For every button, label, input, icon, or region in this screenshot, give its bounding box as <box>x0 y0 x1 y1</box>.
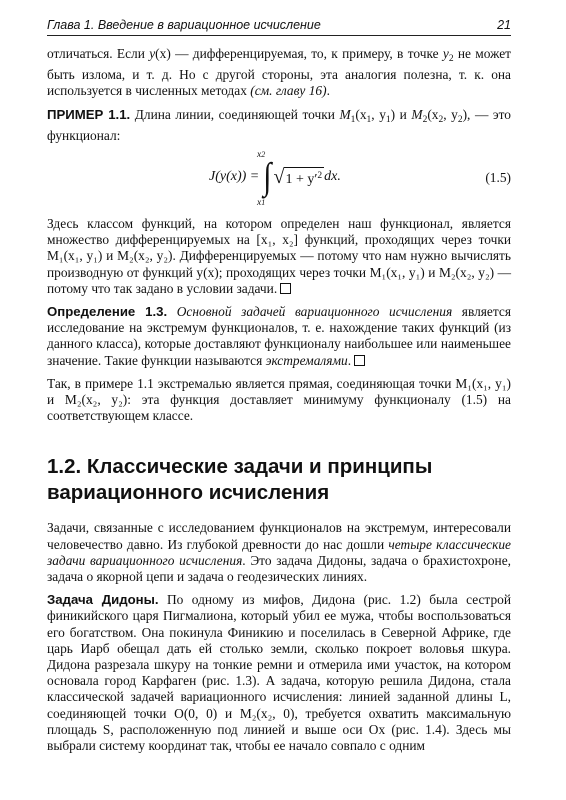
square-root: √ $1 + y'^2$ <box>273 166 323 189</box>
paragraph-4: Задачи, связанные с исследованием функционалов на экстремум, интересовали человечество давно. Из глубокой древности до нас дошли четыре классические задачи вариационного исчисления. Это задача Дидоны, задача о брахистохроне, задача о якорной цепи и задача о геодезических линиях. <box>47 520 511 585</box>
chapter-title: Глава 1. Введение в вариационное исчисление <box>47 18 321 32</box>
integral-upper-limit: x2 <box>257 150 266 161</box>
definition-1-3: Определение 1.3. Основной задачей вариационного исчисления является исследование на экстремум функционалов, т. е. нахождение таких функций (из данного класса), которые доставляют функционалу наибольшее или наименьшее значение. Такие функции называются экстремалями. <box>47 304 511 368</box>
book-page <box>47 18 511 754</box>
integral-sign: ∫ <box>263 155 272 198</box>
running-header <box>47 18 511 36</box>
example-1-1: ПРИМЕР 1.1. Длина линии, соединяющей точки $M_1(x_1$, $y_1$) и $M_2(x_2$, $y_2$), — это функционал: <box>47 106 512 143</box>
paragraph-2: Здесь классом функций, на котором определен наш функционал, является множество дифференцируемых на [x₁, x₂] функций, проходящих через точки M₁(x₁, y₁) и M₂(x₂, y₂). Дифференцируемых — потому что нам нужно вычислять производную от функций y(x); проходящих через точки M₁(x₁, y₁) и M₂(x₂, y₂) — потому что так задано в условии задачи. <box>47 216 512 296</box>
section-heading: 1.2. Классические задачи и принципы вариационного исчисления <box>47 455 433 505</box>
chapter-reference: (см. главу 16) <box>250 83 327 99</box>
end-of-proof-square <box>280 283 291 294</box>
dido-label: Задача Дидоны. <box>47 592 159 608</box>
dido-problem: Задача Дидоны. По одному из мифов, Дидона (рис. 1.2) была сестрой финикийского царя Пигмалиона, который убил ее мужа, чтобы воспользоваться его богатством. Она покинула Финикию и поселилась в Северной Африке, где царь Иарб обещал дать ей столько земли, сколько покроет воловья шкура. Дидона разрезала шкуру на тонкие ремни и отмерила ими участок, на котором основала город Карфаген (рис. 1.3). А задача, которую решила Дидона, стала классической задачей вариационного исчисления: линией заданной длины L, соединяющей точки O(0, 0) и M₂(x₂, 0), требуется охватить максимальную площадь S, расположенную под линией и выше оси Ox (рис. 1.4). Здесь мы выбрали систему координат так, чтобы ее начало совпало с одним <box>47 592 511 754</box>
integral-lower-limit: x1 <box>257 198 266 209</box>
example-label: ПРИМЕР 1.1. <box>47 106 131 122</box>
definition-label: Определение 1.3. <box>47 304 168 320</box>
formula-1-5 <box>47 148 511 210</box>
paragraph-3: Так, в примере 1.1 экстремалью является прямая, соединяющая точки M₁(x₁, y₁) и M₂(x₂, y₂): эта функция доставляет минимуму функционалу (1.5) на соответствующем классе. <box>47 375 511 424</box>
equation-number: (1.5) <box>485 170 511 186</box>
formula-lhs: J(y(x)) = <box>209 169 260 185</box>
page-number: 21 <box>497 18 511 32</box>
differential: dx. <box>324 169 341 185</box>
paragraph-1: отличаться. Если y(x) — дифференцируемая, то, к примеру, в точке $y_2$ не может быть излома, и т. д. Но с другой стороны, эта аналогия полезна, т. к. она используется в численных методах (см. главу 16). <box>47 46 512 99</box>
end-of-definition-square <box>354 355 365 366</box>
